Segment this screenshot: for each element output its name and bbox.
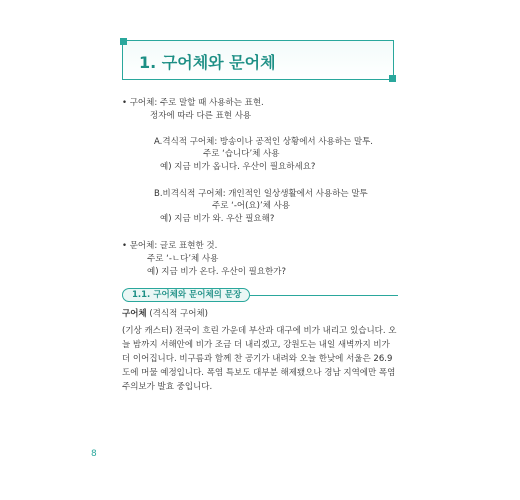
formal-colloquial-example: 예) 지금 비가 옵니다. 우산이 필요하세요?	[160, 162, 316, 172]
informal-colloquial-heading: B.비격식적 구어체: 개인적인 일상생활에서 사용하는 말투	[154, 189, 368, 199]
informal-colloquial-style: 주로 ‘-어(요)’체 사용	[212, 201, 290, 211]
example-paragraph: (기상 캐스터) 전국이 흐린 가운데 부산과 대구에 비가 내리고 있습니다. 오늘 밤까지 서해안에 비가 조금 더 내리겠고, 강원도는 내일 새벽까지 비가 더 이어집니다. 비구름과 함께 찬 공기가 내려와 오늘 한낮에 서울은 26.9도에 머물 예정입니다. 폭염 특보도 대부분 해제됐으나 경남 지역에만 폭염주의보가 발효 중입니다.	[122, 326, 397, 392]
section-heading: 1.1. 구어체와 문어체의 문장	[132, 290, 242, 300]
chapter-title-box	[122, 40, 394, 80]
written-definition: • 문어체: 글로 표현한 것.	[122, 241, 218, 251]
formal-colloquial-heading: A.격식적 구어체: 방송이나 공적인 상황에서 사용하는 말투.	[154, 137, 373, 147]
written-style: 주로 ‘-ㄴ다’체 사용	[147, 254, 219, 264]
example-label-rest: (격식적 구어체)	[146, 309, 208, 319]
written-example: 예) 지금 비가 온다. 우산이 필요한가?	[147, 267, 286, 277]
informal-colloquial-example: 예) 지금 비가 와. 우산 필요해?	[160, 214, 275, 224]
page-number: 8	[91, 449, 97, 459]
section-heading-rule	[250, 295, 398, 296]
example-label-bold: 구어체	[122, 309, 147, 319]
colloquial-definition: • 구어체: 주로 말할 때 사용하는 표현.	[122, 98, 264, 108]
chapter-title: 1. 구어체와 문어체	[139, 53, 276, 72]
formal-colloquial-style: 주로 ‘습니다’체 사용	[203, 149, 280, 159]
section-heading-pill	[122, 288, 250, 302]
example-label	[122, 308, 208, 320]
colloquial-note: 정자에 따라 다른 표현 사용	[150, 111, 252, 121]
